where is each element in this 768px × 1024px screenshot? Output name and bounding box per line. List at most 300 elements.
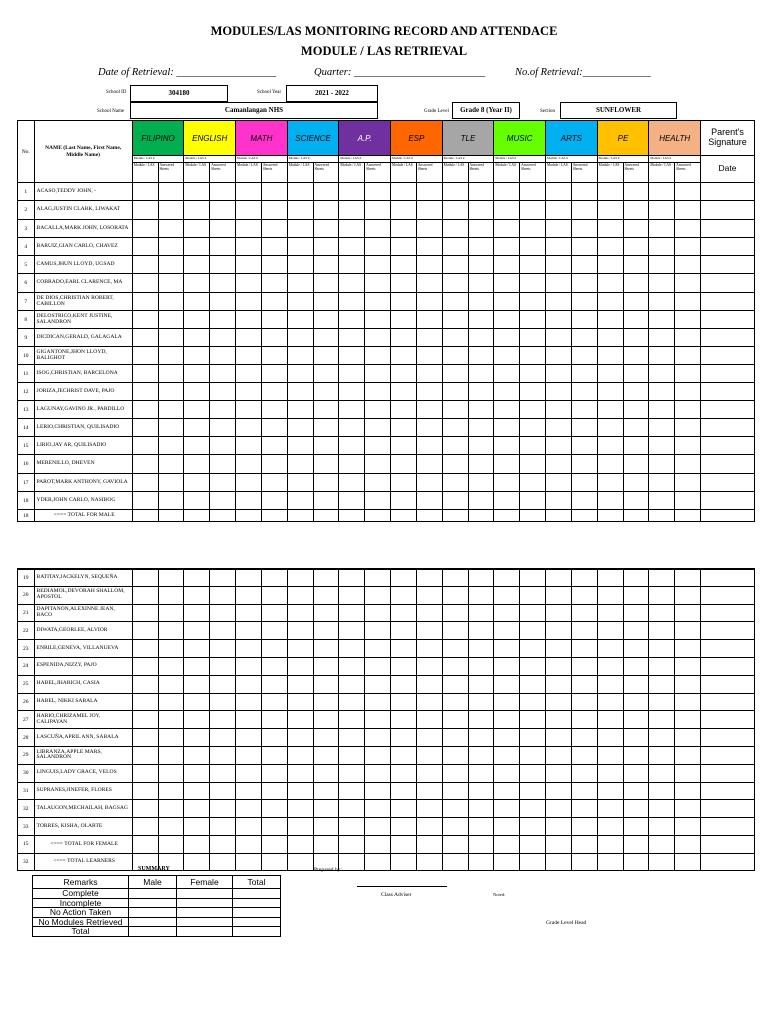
check-cell[interactable]	[236, 437, 262, 455]
check-cell[interactable]	[339, 401, 365, 419]
check-cell[interactable]	[520, 640, 546, 658]
check-cell[interactable]	[546, 201, 572, 220]
check-cell[interactable]	[597, 419, 623, 437]
check-cell[interactable]	[520, 764, 546, 782]
check-cell[interactable]	[391, 365, 417, 383]
check-cell[interactable]	[597, 455, 623, 474]
check-cell[interactable]	[261, 401, 287, 419]
check-cell[interactable]	[339, 586, 365, 604]
check-cell[interactable]	[442, 474, 468, 492]
check-cell[interactable]	[261, 347, 287, 365]
check-cell[interactable]	[313, 401, 339, 419]
check-cell[interactable]	[339, 383, 365, 401]
check-cell[interactable]	[365, 383, 391, 401]
signature-cell[interactable]	[701, 622, 755, 640]
check-cell[interactable]	[261, 586, 287, 604]
check-cell[interactable]	[546, 329, 572, 347]
check-cell[interactable]	[365, 657, 391, 675]
check-cell[interactable]	[520, 510, 546, 522]
retrieval-number-field[interactable]: No.of Retrieval:_____________	[515, 67, 651, 78]
check-cell[interactable]	[210, 311, 236, 329]
check-cell[interactable]	[520, 383, 546, 401]
check-cell[interactable]	[649, 764, 675, 782]
check-cell[interactable]	[261, 604, 287, 622]
check-cell[interactable]	[184, 586, 210, 604]
check-cell[interactable]	[494, 455, 520, 474]
check-cell[interactable]	[261, 274, 287, 293]
check-cell[interactable]	[597, 347, 623, 365]
check-cell[interactable]	[494, 657, 520, 675]
check-cell[interactable]	[287, 657, 313, 675]
check-cell[interactable]	[132, 347, 158, 365]
check-cell[interactable]	[623, 347, 649, 365]
check-cell[interactable]	[339, 782, 365, 800]
check-cell[interactable]	[391, 474, 417, 492]
check-cell[interactable]	[520, 256, 546, 274]
check-cell[interactable]	[442, 622, 468, 640]
check-cell[interactable]	[391, 764, 417, 782]
check-cell[interactable]	[313, 746, 339, 764]
check-cell[interactable]	[675, 657, 701, 675]
check-cell[interactable]	[546, 183, 572, 201]
check-cell[interactable]	[287, 365, 313, 383]
check-cell[interactable]	[675, 604, 701, 622]
check-cell[interactable]	[675, 347, 701, 365]
check-cell[interactable]	[442, 675, 468, 693]
check-cell[interactable]	[287, 311, 313, 329]
check-cell[interactable]	[571, 455, 597, 474]
check-cell[interactable]	[339, 492, 365, 510]
check-cell[interactable]	[468, 818, 494, 836]
check-cell[interactable]	[158, 711, 184, 729]
check-cell[interactable]	[623, 835, 649, 853]
check-cell[interactable]	[339, 675, 365, 693]
check-cell[interactable]	[623, 729, 649, 747]
check-cell[interactable]	[287, 729, 313, 747]
check-cell[interactable]	[287, 474, 313, 492]
check-cell[interactable]	[546, 347, 572, 365]
check-cell[interactable]	[649, 183, 675, 201]
check-cell[interactable]	[442, 604, 468, 622]
signature-cell[interactable]	[701, 492, 755, 510]
check-cell[interactable]	[287, 818, 313, 836]
check-cell[interactable]	[184, 569, 210, 587]
check-cell[interactable]	[339, 657, 365, 675]
check-cell[interactable]	[546, 455, 572, 474]
signature-cell[interactable]	[701, 347, 755, 365]
check-cell[interactable]	[442, 818, 468, 836]
check-cell[interactable]	[546, 835, 572, 853]
check-cell[interactable]	[236, 746, 262, 764]
check-cell[interactable]	[287, 800, 313, 818]
summary-count-cell[interactable]	[177, 889, 233, 899]
check-cell[interactable]	[132, 657, 158, 675]
check-cell[interactable]	[442, 383, 468, 401]
check-cell[interactable]	[236, 274, 262, 293]
check-cell[interactable]	[468, 474, 494, 492]
check-cell[interactable]	[468, 347, 494, 365]
check-cell[interactable]	[546, 800, 572, 818]
check-cell[interactable]	[184, 437, 210, 455]
check-cell[interactable]	[494, 800, 520, 818]
check-cell[interactable]	[468, 220, 494, 238]
check-cell[interactable]	[597, 586, 623, 604]
check-cell[interactable]	[546, 419, 572, 437]
check-cell[interactable]	[546, 586, 572, 604]
check-cell[interactable]	[649, 329, 675, 347]
signature-cell[interactable]	[701, 569, 755, 587]
check-cell[interactable]	[623, 311, 649, 329]
check-cell[interactable]	[287, 201, 313, 220]
check-cell[interactable]	[494, 329, 520, 347]
check-cell[interactable]	[158, 586, 184, 604]
adviser-signature-line[interactable]	[357, 886, 447, 887]
check-cell[interactable]	[494, 274, 520, 293]
check-cell[interactable]	[365, 492, 391, 510]
check-cell[interactable]	[571, 220, 597, 238]
check-cell[interactable]	[261, 419, 287, 437]
check-cell[interactable]	[132, 220, 158, 238]
check-cell[interactable]	[132, 437, 158, 455]
check-cell[interactable]	[261, 474, 287, 492]
check-cell[interactable]	[339, 569, 365, 587]
check-cell[interactable]	[313, 274, 339, 293]
check-cell[interactable]	[597, 622, 623, 640]
check-cell[interactable]	[261, 220, 287, 238]
check-cell[interactable]	[287, 238, 313, 256]
check-cell[interactable]	[313, 693, 339, 711]
signature-cell[interactable]	[701, 657, 755, 675]
check-cell[interactable]	[442, 586, 468, 604]
check-cell[interactable]	[158, 383, 184, 401]
signature-cell[interactable]	[701, 711, 755, 729]
check-cell[interactable]	[623, 569, 649, 587]
check-cell[interactable]	[675, 586, 701, 604]
check-cell[interactable]	[468, 183, 494, 201]
check-cell[interactable]	[210, 693, 236, 711]
check-cell[interactable]	[339, 238, 365, 256]
check-cell[interactable]	[339, 437, 365, 455]
check-cell[interactable]	[313, 622, 339, 640]
check-cell[interactable]	[675, 622, 701, 640]
summary-count-cell[interactable]	[233, 917, 281, 927]
check-cell[interactable]	[236, 835, 262, 853]
signature-cell[interactable]	[701, 675, 755, 693]
check-cell[interactable]	[468, 604, 494, 622]
check-cell[interactable]	[468, 201, 494, 220]
check-cell[interactable]	[468, 586, 494, 604]
check-cell[interactable]	[287, 640, 313, 658]
check-cell[interactable]	[520, 729, 546, 747]
check-cell[interactable]	[210, 746, 236, 764]
check-cell[interactable]	[339, 510, 365, 522]
check-cell[interactable]	[416, 256, 442, 274]
check-cell[interactable]	[494, 474, 520, 492]
check-cell[interactable]	[623, 183, 649, 201]
check-cell[interactable]	[313, 604, 339, 622]
check-cell[interactable]	[184, 329, 210, 347]
check-cell[interactable]	[675, 238, 701, 256]
check-cell[interactable]	[442, 256, 468, 274]
check-cell[interactable]	[184, 274, 210, 293]
check-cell[interactable]	[261, 711, 287, 729]
check-cell[interactable]	[597, 311, 623, 329]
check-cell[interactable]	[649, 622, 675, 640]
check-cell[interactable]	[313, 183, 339, 201]
check-cell[interactable]	[468, 274, 494, 293]
check-cell[interactable]	[236, 729, 262, 747]
check-cell[interactable]	[287, 220, 313, 238]
signature-cell[interactable]	[701, 729, 755, 747]
check-cell[interactable]	[365, 586, 391, 604]
check-cell[interactable]	[210, 238, 236, 256]
date-of-retrieval-field[interactable]: Date of Retrieval: ___________________	[98, 67, 277, 78]
check-cell[interactable]	[675, 675, 701, 693]
check-cell[interactable]	[649, 510, 675, 522]
check-cell[interactable]	[675, 419, 701, 437]
check-cell[interactable]	[520, 711, 546, 729]
summary-count-cell[interactable]	[177, 917, 233, 927]
check-cell[interactable]	[210, 764, 236, 782]
check-cell[interactable]	[494, 569, 520, 587]
check-cell[interactable]	[210, 586, 236, 604]
check-cell[interactable]	[339, 311, 365, 329]
check-cell[interactable]	[132, 782, 158, 800]
check-cell[interactable]	[158, 293, 184, 311]
check-cell[interactable]	[210, 183, 236, 201]
check-cell[interactable]	[132, 383, 158, 401]
check-cell[interactable]	[571, 800, 597, 818]
check-cell[interactable]	[520, 604, 546, 622]
check-cell[interactable]	[210, 657, 236, 675]
check-cell[interactable]	[442, 274, 468, 293]
check-cell[interactable]	[546, 401, 572, 419]
check-cell[interactable]	[236, 293, 262, 311]
check-cell[interactable]	[597, 604, 623, 622]
summary-count-cell[interactable]	[129, 898, 177, 908]
check-cell[interactable]	[571, 569, 597, 587]
check-cell[interactable]	[546, 492, 572, 510]
check-cell[interactable]	[623, 800, 649, 818]
check-cell[interactable]	[546, 220, 572, 238]
check-cell[interactable]	[649, 835, 675, 853]
check-cell[interactable]	[597, 183, 623, 201]
check-cell[interactable]	[158, 401, 184, 419]
signature-cell[interactable]	[701, 419, 755, 437]
check-cell[interactable]	[442, 729, 468, 747]
check-cell[interactable]	[571, 853, 597, 870]
check-cell[interactable]	[210, 569, 236, 587]
check-cell[interactable]	[132, 274, 158, 293]
check-cell[interactable]	[158, 764, 184, 782]
signature-cell[interactable]	[701, 365, 755, 383]
check-cell[interactable]	[494, 853, 520, 870]
check-cell[interactable]	[416, 657, 442, 675]
check-cell[interactable]	[649, 401, 675, 419]
check-cell[interactable]	[210, 293, 236, 311]
signature-cell[interactable]	[701, 474, 755, 492]
check-cell[interactable]	[236, 640, 262, 658]
check-cell[interactable]	[158, 274, 184, 293]
check-cell[interactable]	[416, 604, 442, 622]
check-cell[interactable]	[520, 201, 546, 220]
check-cell[interactable]	[313, 201, 339, 220]
check-cell[interactable]	[158, 492, 184, 510]
check-cell[interactable]	[391, 238, 417, 256]
check-cell[interactable]	[339, 711, 365, 729]
check-cell[interactable]	[339, 455, 365, 474]
check-cell[interactable]	[546, 640, 572, 658]
check-cell[interactable]	[597, 800, 623, 818]
check-cell[interactable]	[158, 311, 184, 329]
summary-count-cell[interactable]	[233, 908, 281, 918]
check-cell[interactable]	[494, 347, 520, 365]
check-cell[interactable]	[158, 256, 184, 274]
check-cell[interactable]	[597, 675, 623, 693]
check-cell[interactable]	[416, 201, 442, 220]
check-cell[interactable]	[184, 657, 210, 675]
check-cell[interactable]	[520, 800, 546, 818]
check-cell[interactable]	[132, 455, 158, 474]
check-cell[interactable]	[184, 782, 210, 800]
check-cell[interactable]	[649, 474, 675, 492]
check-cell[interactable]	[261, 238, 287, 256]
check-cell[interactable]	[236, 329, 262, 347]
check-cell[interactable]	[571, 640, 597, 658]
check-cell[interactable]	[132, 238, 158, 256]
check-cell[interactable]	[649, 238, 675, 256]
check-cell[interactable]	[546, 729, 572, 747]
check-cell[interactable]	[365, 365, 391, 383]
check-cell[interactable]	[416, 383, 442, 401]
check-cell[interactable]	[442, 640, 468, 658]
check-cell[interactable]	[184, 746, 210, 764]
check-cell[interactable]	[365, 474, 391, 492]
check-cell[interactable]	[132, 329, 158, 347]
check-cell[interactable]	[623, 365, 649, 383]
check-cell[interactable]	[416, 853, 442, 870]
check-cell[interactable]	[494, 383, 520, 401]
check-cell[interactable]	[416, 311, 442, 329]
check-cell[interactable]	[313, 675, 339, 693]
check-cell[interactable]	[416, 640, 442, 658]
check-cell[interactable]	[597, 238, 623, 256]
check-cell[interactable]	[649, 640, 675, 658]
check-cell[interactable]	[649, 729, 675, 747]
check-cell[interactable]	[236, 622, 262, 640]
check-cell[interactable]	[416, 510, 442, 522]
check-cell[interactable]	[546, 474, 572, 492]
check-cell[interactable]	[184, 764, 210, 782]
check-cell[interactable]	[313, 729, 339, 747]
check-cell[interactable]	[649, 383, 675, 401]
check-cell[interactable]	[442, 437, 468, 455]
check-cell[interactable]	[597, 256, 623, 274]
check-cell[interactable]	[158, 183, 184, 201]
check-cell[interactable]	[623, 746, 649, 764]
check-cell[interactable]	[494, 492, 520, 510]
check-cell[interactable]	[546, 657, 572, 675]
check-cell[interactable]	[546, 238, 572, 256]
check-cell[interactable]	[184, 220, 210, 238]
check-cell[interactable]	[416, 274, 442, 293]
check-cell[interactable]	[261, 569, 287, 587]
check-cell[interactable]	[597, 365, 623, 383]
check-cell[interactable]	[494, 311, 520, 329]
check-cell[interactable]	[365, 183, 391, 201]
check-cell[interactable]	[313, 383, 339, 401]
check-cell[interactable]	[571, 492, 597, 510]
check-cell[interactable]	[623, 455, 649, 474]
check-cell[interactable]	[675, 311, 701, 329]
signature-cell[interactable]	[701, 311, 755, 329]
check-cell[interactable]	[442, 347, 468, 365]
check-cell[interactable]	[520, 311, 546, 329]
check-cell[interactable]	[571, 311, 597, 329]
check-cell[interactable]	[287, 853, 313, 870]
signature-cell[interactable]	[701, 746, 755, 764]
check-cell[interactable]	[623, 401, 649, 419]
check-cell[interactable]	[416, 569, 442, 587]
check-cell[interactable]	[132, 569, 158, 587]
check-cell[interactable]	[287, 455, 313, 474]
check-cell[interactable]	[339, 729, 365, 747]
signature-cell[interactable]	[701, 510, 755, 522]
check-cell[interactable]	[210, 437, 236, 455]
check-cell[interactable]	[494, 365, 520, 383]
check-cell[interactable]	[313, 474, 339, 492]
check-cell[interactable]	[287, 586, 313, 604]
check-cell[interactable]	[546, 383, 572, 401]
check-cell[interactable]	[520, 492, 546, 510]
check-cell[interactable]	[391, 383, 417, 401]
check-cell[interactable]	[442, 455, 468, 474]
check-cell[interactable]	[546, 274, 572, 293]
check-cell[interactable]	[675, 437, 701, 455]
check-cell[interactable]	[313, 510, 339, 522]
check-cell[interactable]	[546, 437, 572, 455]
check-cell[interactable]	[546, 569, 572, 587]
check-cell[interactable]	[546, 622, 572, 640]
check-cell[interactable]	[597, 474, 623, 492]
check-cell[interactable]	[339, 256, 365, 274]
check-cell[interactable]	[365, 569, 391, 587]
check-cell[interactable]	[313, 800, 339, 818]
check-cell[interactable]	[210, 835, 236, 853]
check-cell[interactable]	[494, 729, 520, 747]
check-cell[interactable]	[391, 401, 417, 419]
check-cell[interactable]	[365, 622, 391, 640]
check-cell[interactable]	[675, 201, 701, 220]
check-cell[interactable]	[210, 782, 236, 800]
check-cell[interactable]	[236, 569, 262, 587]
check-cell[interactable]	[675, 782, 701, 800]
check-cell[interactable]	[675, 729, 701, 747]
check-cell[interactable]	[597, 274, 623, 293]
check-cell[interactable]	[520, 853, 546, 870]
check-cell[interactable]	[158, 201, 184, 220]
check-cell[interactable]	[339, 604, 365, 622]
check-cell[interactable]	[391, 256, 417, 274]
check-cell[interactable]	[391, 800, 417, 818]
check-cell[interactable]	[571, 347, 597, 365]
check-cell[interactable]	[391, 311, 417, 329]
check-cell[interactable]	[391, 711, 417, 729]
check-cell[interactable]	[132, 640, 158, 658]
check-cell[interactable]	[236, 510, 262, 522]
check-cell[interactable]	[623, 474, 649, 492]
check-cell[interactable]	[468, 311, 494, 329]
